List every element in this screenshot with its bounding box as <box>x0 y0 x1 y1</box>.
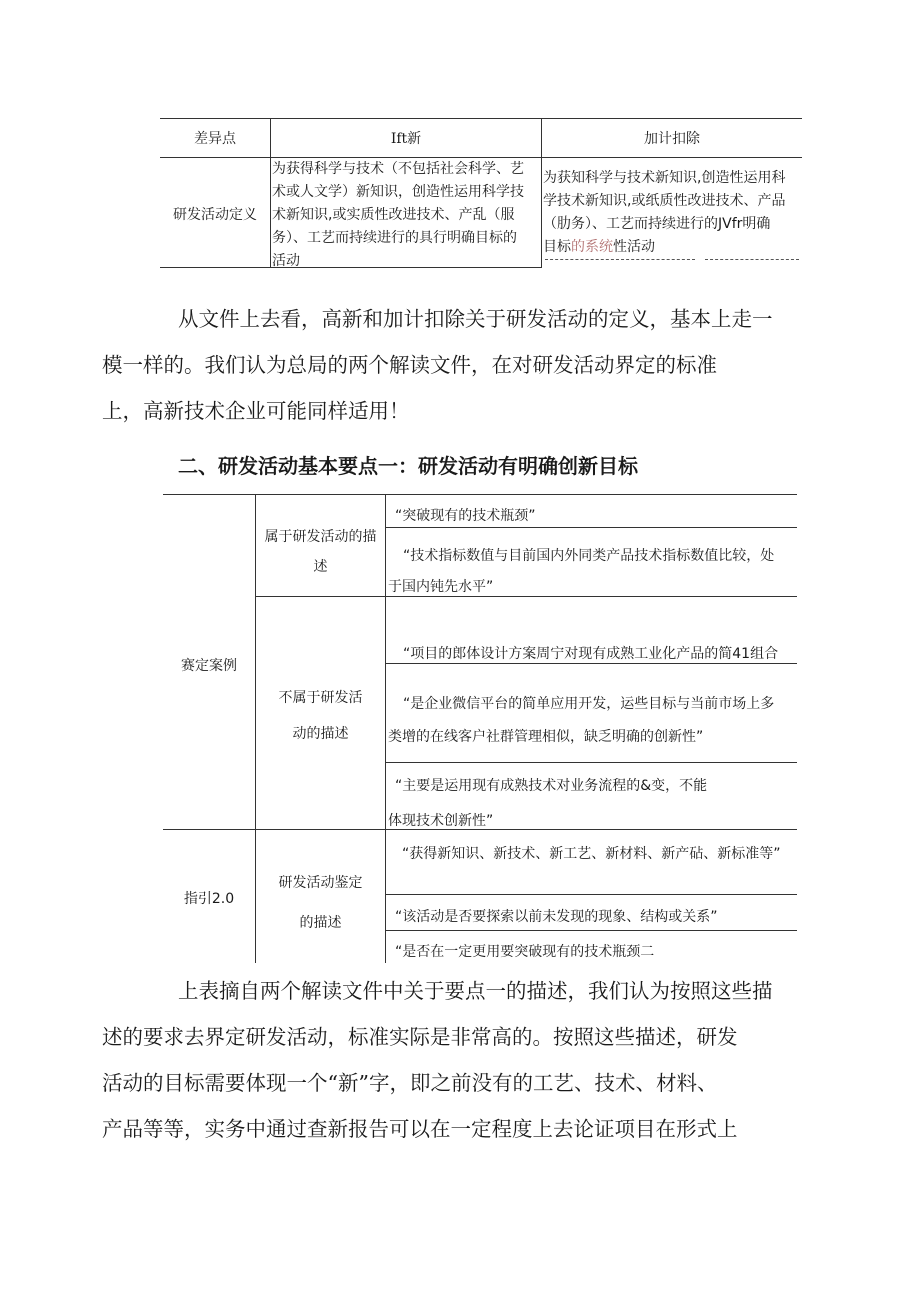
table1-header-diff: 差异点 <box>194 131 236 147</box>
table2-rule-b <box>255 596 797 597</box>
table2-sub2-item-1: “项目的郎体设计方案周宁对现有成熟工业化产品的简41组合 <box>403 646 779 662</box>
table2-group2-item-1: “获得新知识、新技术、新工艺、新材料、新产砧、新标准等” <box>402 846 781 862</box>
table1-header-deduction: 加计扣除 <box>644 131 700 147</box>
table1-row-label: 研发活动定义 <box>173 207 257 223</box>
table2-sub1-item-2: “技术指标数值与目前国内外同类产品技术指标数值比较，处 <box>403 548 775 564</box>
table2-group2-item-3: “是否在一定更用要突破现有的技术瓶颈二 <box>395 944 655 960</box>
table2-sub2-item-2: “是企业微信平台的简单应用开发，运些目标与当前市场上多 <box>403 696 775 712</box>
table2-rule-d <box>385 762 797 763</box>
table2-top-rule <box>163 494 797 495</box>
paragraph-2: 上表摘自两个解读文件中关于要点一的描述，我们认为按照这些描 述的要求去界定研发活动，标准实际是非常高的。按照这些描述，研发 活动的目标需要体现一个“新”字，即之前没有的工艺、技术、材料、 产品等等，实务中通过查新报告可以在一定程度上去论证项目在形式上 <box>102 979 773 1141</box>
table2-sub1-label: 属于研发活动的描 述 <box>264 529 377 575</box>
table2-divider-2 <box>385 494 386 963</box>
table2-sub2-label: 不属于研发活 动的描述 <box>278 690 363 742</box>
table2-sub1-item-1: “突破现有的技术瓶颈” <box>395 508 536 524</box>
table2-sub1-item-3: 于国内钝先水平” <box>388 579 494 595</box>
table2-group2-item-2: “该活动是否要探索以前未发现的现象、结构或关系” <box>395 909 718 925</box>
table2-sub2-item-3: 类增的在线客户社群管理相似，缺乏明确的创新性” <box>388 729 704 745</box>
table2-sub2-item-5: 体现技术创新性” <box>388 813 494 829</box>
table2-rule-c <box>385 663 797 664</box>
table1-top-rule <box>160 118 802 119</box>
table2-rule-e <box>385 894 797 895</box>
table1-dash-2 <box>705 259 799 260</box>
table2-sub2-item-4: “主要是运用现有成熟技术对业务流程的&变，不能 <box>395 778 708 794</box>
table2-rule-a <box>385 527 797 528</box>
table2-group2-label: 指引2.0 <box>183 891 235 907</box>
table2-rule-f <box>385 930 797 931</box>
section-heading: 二、研发活动基本要点一：研发活动有明确创新目标 <box>178 454 638 478</box>
table1-dash-1 <box>545 259 695 260</box>
table1-deduction-definition: 为获知科学与技术新知识,创造性运用科 学技术新知识,或纸质性改进技术、产品 （肋务）、工艺而持续进行的JVfr明确 目标的系统性活动 <box>543 170 786 255</box>
table2-group1-label: 赛定案例 <box>181 658 237 674</box>
table1-header-hightech: Ift新 <box>390 131 422 147</box>
paragraph-1: 从文件上去看，高新和加计扣除关于研发活动的定义，基本上走一 模一样的。我们认为总局的两个解读文件，在对研发活动界定的标准 上，高新技术企业可能同样适用！ <box>102 307 773 423</box>
table1-hightech-definition: 为获得科学与技术（不包括社会科学、艺 术或人文学）新知识，创造性运用科学技 术新知识,或实质性改进技术、产乱（服 务）、工艺而持续进行的具行明确目标的 活动 <box>272 161 524 269</box>
table2-group2-sub: 研发活动鉴定 的描述 <box>278 875 363 931</box>
